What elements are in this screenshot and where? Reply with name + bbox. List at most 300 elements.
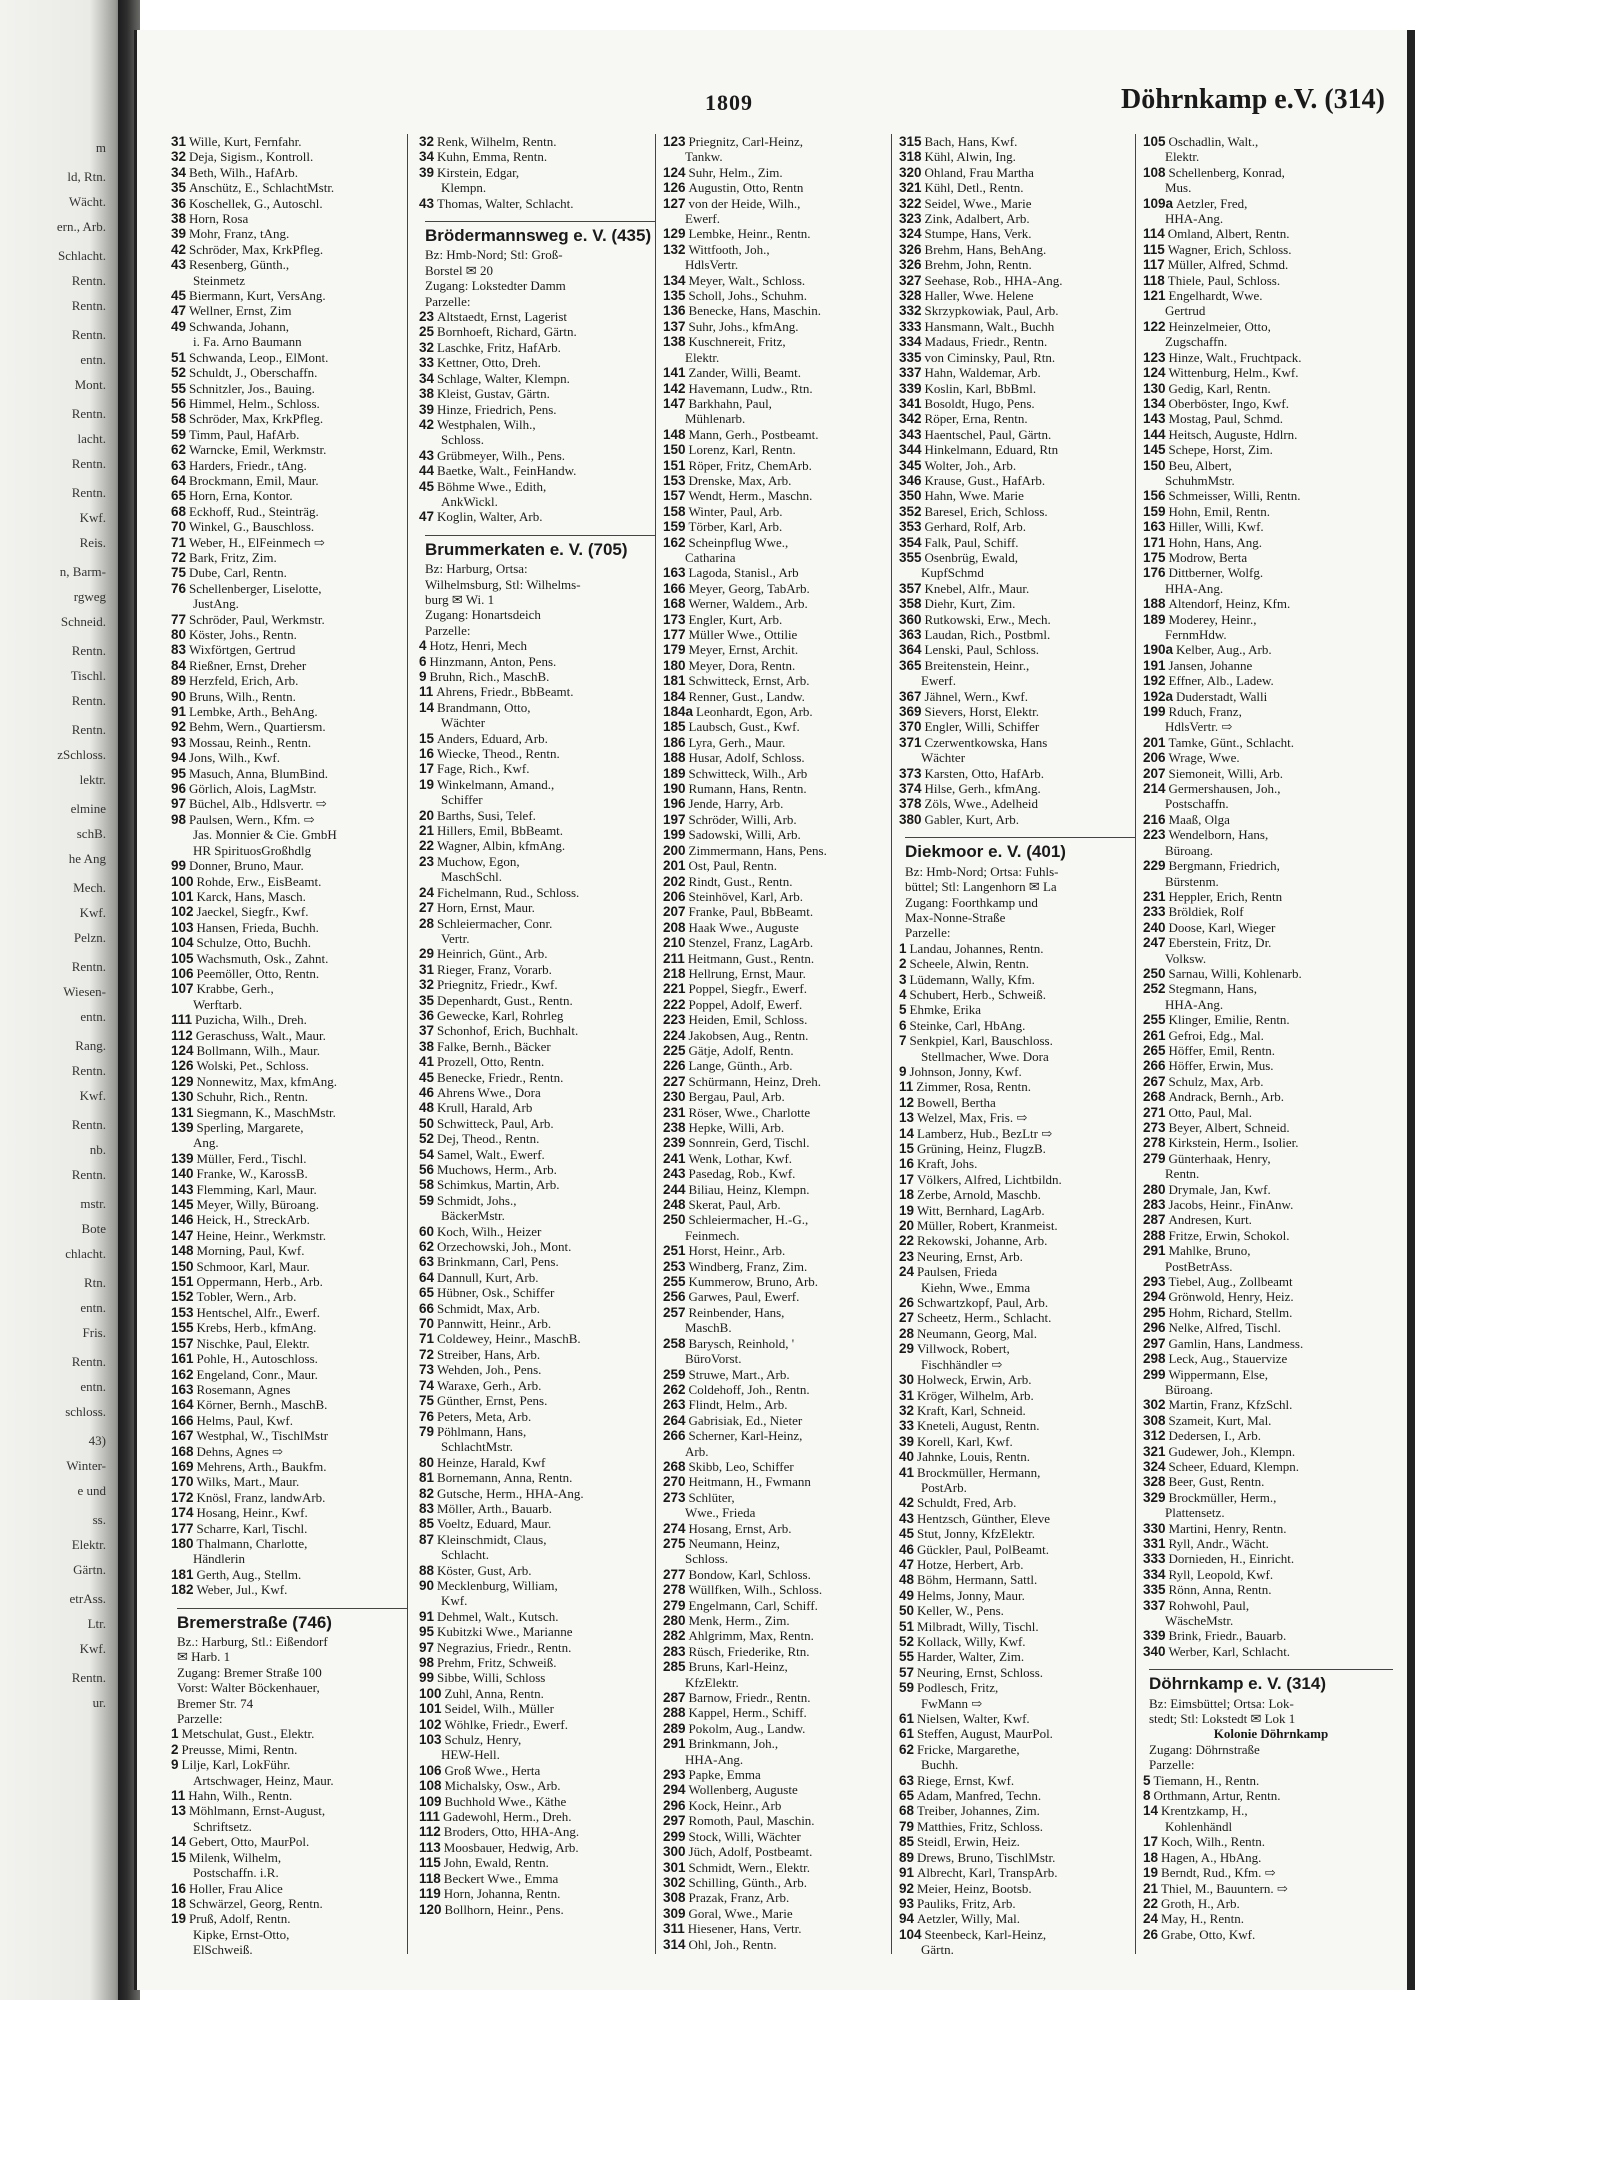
tenant-name: Milbradt, Willy, Tischl. bbox=[917, 1618, 1039, 1634]
plot-number: 93 bbox=[899, 1895, 915, 1911]
tenant-name: Hahn, Wwe. Marie bbox=[924, 488, 1024, 504]
tenant-name: Günther, Ernst, Pens. bbox=[437, 1393, 548, 1409]
tenant-name: Dehns, Agnes ⇨ bbox=[196, 1443, 283, 1459]
tenant-name: Jakobsen, Aug., Rentn. bbox=[688, 1027, 809, 1043]
tenant-name: Schuldt, J., Oberschaffn. bbox=[189, 365, 318, 381]
plot-entry bbox=[663, 1521, 891, 1536]
plot-number: 257 bbox=[663, 1304, 686, 1320]
plot-number: 333 bbox=[1143, 1551, 1166, 1567]
plot-entry bbox=[663, 796, 891, 811]
tenant-name: Haller, Wwe. Helene bbox=[924, 288, 1034, 304]
plot-entry bbox=[171, 1197, 407, 1212]
plot-entry bbox=[899, 1773, 1135, 1788]
entry-continuation: Jas. Monnier & Cie. GmbH bbox=[193, 827, 337, 843]
plot-entry bbox=[171, 504, 407, 519]
plot-number: 294 bbox=[1143, 1289, 1166, 1305]
plot-number: 71 bbox=[171, 534, 187, 550]
plot-entry bbox=[663, 519, 891, 534]
tenant-name: Zimmer, Rosa, Rentn. bbox=[916, 1079, 1031, 1095]
plot-number: 255 bbox=[1143, 1012, 1166, 1028]
plot-entry bbox=[663, 827, 891, 842]
plot-number: 265 bbox=[1143, 1042, 1166, 1058]
plot-number: 197 bbox=[663, 811, 686, 827]
tenant-name: Kühl, Alwin, Ing. bbox=[924, 149, 1016, 165]
tenant-name: Hahn, Wilh., Rentn. bbox=[188, 1788, 293, 1804]
tenant-name: Kuhn, Emma, Rentn. bbox=[437, 149, 548, 165]
entry-continuation: SchlachtMstr. bbox=[441, 1439, 513, 1455]
plot-entry bbox=[1143, 1850, 1393, 1865]
tenant-name: Siemoneit, Willi, Arb. bbox=[1168, 765, 1283, 781]
plot-number: 37 bbox=[419, 1023, 435, 1039]
plot-number: 350 bbox=[899, 488, 922, 504]
plot-number: 353 bbox=[899, 519, 922, 535]
plot-number: 200 bbox=[663, 842, 686, 858]
plot-entry bbox=[899, 581, 1135, 596]
tenant-name: Milenk, Wilhelm, bbox=[189, 1849, 282, 1865]
tenant-name: Mohr, Franz, tAng. bbox=[189, 226, 290, 242]
previous-page-fragment: Wiesen- bbox=[63, 984, 106, 999]
plot-entry bbox=[1143, 673, 1393, 688]
previous-page-fragment: entn. bbox=[80, 1379, 106, 1394]
plot-number: 363 bbox=[899, 627, 922, 642]
plot-number: 18 bbox=[1143, 1849, 1159, 1865]
plot-number: 60 bbox=[419, 1223, 435, 1239]
plot-entry bbox=[171, 1834, 407, 1849]
plot-number: 155 bbox=[171, 1320, 194, 1336]
tenant-name: Romoth, Paul, Maschin. bbox=[688, 1813, 815, 1829]
previous-page-fragment: lektr. bbox=[79, 772, 106, 787]
tenant-name: Resenberg, Günth., bbox=[189, 257, 290, 273]
plot-number: 255 bbox=[663, 1274, 686, 1290]
tenant-name: Jähnel, Wern., Kwf. bbox=[924, 688, 1028, 704]
tenant-name: Muchows, Herm., Arb. bbox=[437, 1162, 557, 1177]
tenant-name: Kelber, Aug., Arb. bbox=[1176, 642, 1272, 658]
tenant-name: Mehrens, Arth., Baukfm. bbox=[196, 1458, 327, 1474]
plot-entry bbox=[171, 889, 407, 904]
tenant-name: Rieger, Franz, Vorarb. bbox=[437, 961, 552, 977]
plot-number: 184a bbox=[663, 704, 694, 720]
tenant-name: Priegnitz, Friedr., Kwf. bbox=[437, 977, 558, 993]
tenant-name: Lenski, Paul, Schloss. bbox=[924, 642, 1040, 658]
plot-number: 159 bbox=[663, 519, 686, 535]
plot-entry bbox=[899, 1002, 1135, 1017]
plot-entry bbox=[171, 858, 407, 873]
tenant-name: Bowell, Bertha bbox=[917, 1094, 996, 1110]
tenant-name: Gudewer, Joh., Klempn. bbox=[1168, 1443, 1296, 1459]
entry-continuation: Wwe., Frieda bbox=[685, 1505, 756, 1521]
tenant-name: Knebel, Alfr., Maur. bbox=[924, 580, 1030, 596]
plot-entry bbox=[1143, 550, 1393, 565]
plot-entry bbox=[899, 796, 1135, 811]
plot-number: 7 bbox=[899, 1033, 907, 1049]
plot-number: 21 bbox=[1143, 1880, 1159, 1896]
plot-entry bbox=[899, 196, 1135, 211]
tenant-name: Hiesener, Hans, Vertr. bbox=[687, 1921, 802, 1937]
tenant-name: Hahn, Waldemar, Arb. bbox=[924, 365, 1041, 381]
plot-entry bbox=[171, 1212, 407, 1227]
section-heading: Brödermannsweg e. V. (435) bbox=[425, 221, 655, 243]
plot-entry bbox=[899, 334, 1135, 349]
plot-number: 108 bbox=[419, 1778, 442, 1794]
plot-number: 14 bbox=[171, 1834, 187, 1850]
plot-entry bbox=[663, 1890, 891, 1905]
plot-entry bbox=[1143, 1428, 1393, 1443]
plot-entry bbox=[1143, 1105, 1393, 1120]
plot-number: 32 bbox=[899, 1402, 915, 1418]
plot-number: 211 bbox=[663, 950, 685, 966]
plot-number: 357 bbox=[899, 580, 922, 596]
plot-entry bbox=[663, 1212, 891, 1227]
tenant-name: Zerbe, Arnold, Maschb. bbox=[917, 1187, 1041, 1203]
plot-entry bbox=[171, 735, 407, 750]
plot-entry bbox=[899, 1372, 1135, 1387]
plot-entry bbox=[663, 750, 891, 765]
plot-entry bbox=[1143, 904, 1393, 919]
tenant-name: Schnitzler, Jos., Bauing. bbox=[189, 380, 315, 396]
plot-entry bbox=[663, 303, 891, 318]
tenant-name: Nischke, Paul, Elektr. bbox=[196, 1335, 310, 1351]
plot-entry bbox=[899, 488, 1135, 503]
plot-entry bbox=[171, 1105, 407, 1120]
tenant-name: Diehr, Kurt, Zim. bbox=[924, 596, 1016, 612]
plot-entry bbox=[419, 1670, 655, 1685]
entry-continuation: PostBetrAss. bbox=[1165, 1258, 1233, 1274]
plot-entry bbox=[419, 1640, 655, 1655]
plot-number: 73 bbox=[419, 1362, 435, 1378]
plot-entry bbox=[899, 658, 1135, 673]
plot-entry bbox=[419, 1331, 655, 1346]
plot-number: 210 bbox=[663, 935, 686, 951]
plot-number: 185 bbox=[663, 719, 686, 735]
tenant-name: Prehm, Fritz, Schweiß. bbox=[437, 1655, 557, 1670]
plot-entry bbox=[419, 1794, 655, 1809]
plot-number: 135 bbox=[663, 288, 686, 304]
plot-number: 17 bbox=[899, 1171, 915, 1187]
plot-entry bbox=[1143, 1197, 1393, 1212]
plot-entry bbox=[899, 1310, 1135, 1325]
plot-entry bbox=[663, 1012, 891, 1027]
plot-entry bbox=[419, 1886, 655, 1901]
tenant-name: Dube, Carl, Rentn. bbox=[189, 565, 287, 581]
plot-number: 62 bbox=[419, 1239, 435, 1255]
plot-entry bbox=[1143, 1567, 1393, 1582]
entry-continuation: Stellmacher, Wwe. Dora bbox=[921, 1048, 1049, 1064]
plot-number: 315 bbox=[899, 134, 922, 149]
plot-entry bbox=[419, 993, 655, 1008]
plot-entry bbox=[1143, 134, 1393, 149]
plot-entry bbox=[419, 1778, 655, 1793]
previous-page-fragment: Pelzn. bbox=[73, 930, 106, 945]
plot-number: 208 bbox=[663, 919, 686, 935]
plot-entry bbox=[419, 1501, 655, 1516]
plot-number: 27 bbox=[899, 1310, 915, 1326]
plot-number: 323 bbox=[899, 211, 922, 227]
tenant-name: Prazak, Franz, Arb. bbox=[688, 1890, 790, 1906]
plot-entry bbox=[663, 1474, 891, 1489]
plot-number: 19 bbox=[1143, 1865, 1159, 1881]
plot-entry bbox=[1143, 1182, 1393, 1197]
previous-page-fragment: Elektr. bbox=[71, 1537, 106, 1552]
plot-entry bbox=[899, 642, 1135, 657]
section-info-line: ✉ Harb. 1 bbox=[177, 1649, 231, 1665]
tenant-name: Andrack, Bernh., Arb. bbox=[1168, 1089, 1285, 1105]
tenant-name: Köster, Gust, Arb. bbox=[437, 1562, 532, 1578]
plot-number: 48 bbox=[419, 1100, 435, 1116]
plot-number: 148 bbox=[663, 426, 686, 442]
plot-number: 27 bbox=[419, 900, 435, 916]
plot-number: 256 bbox=[663, 1289, 686, 1305]
plot-number: 150 bbox=[171, 1258, 194, 1274]
plot-number: 167 bbox=[171, 1428, 194, 1444]
plot-number: 369 bbox=[899, 704, 922, 720]
plot-entry bbox=[419, 1239, 655, 1254]
plot-number: 283 bbox=[663, 1643, 686, 1659]
tenant-name: Wrage, Wwe. bbox=[1168, 750, 1240, 766]
plot-entry bbox=[663, 581, 891, 596]
section-info-line: Zugang: Bremer Straße 100 bbox=[177, 1664, 322, 1680]
plot-entry bbox=[419, 1455, 655, 1470]
plot-number: 282 bbox=[663, 1628, 686, 1644]
tenant-name: Günterhaak, Henry, bbox=[1168, 1150, 1271, 1166]
tenant-name: Heinze, Harald, Kwf bbox=[437, 1454, 546, 1470]
tenant-name: Villwock, Robert, bbox=[917, 1341, 1010, 1357]
tenant-name: Beer, Gust, Rentn. bbox=[1168, 1474, 1265, 1490]
plot-number: 188 bbox=[1143, 596, 1166, 612]
plot-entry bbox=[171, 642, 407, 657]
plot-number: 293 bbox=[663, 1767, 686, 1783]
tenant-name: Müller, Ferd., Tischl. bbox=[196, 1150, 307, 1166]
plot-number: 279 bbox=[1143, 1150, 1166, 1166]
plot-number: 91 bbox=[171, 704, 187, 720]
plot-number: 80 bbox=[171, 627, 187, 642]
section-info-line: Parzelle: bbox=[1149, 1757, 1195, 1773]
plot-entry bbox=[899, 226, 1135, 241]
plot-number: 5 bbox=[899, 1002, 907, 1018]
tenant-name: Seehase, Rob., HHA-Ang. bbox=[924, 272, 1063, 288]
plot-number: 266 bbox=[1143, 1058, 1166, 1074]
plot-entry bbox=[899, 1156, 1135, 1171]
tenant-name: Brockmüller, Herm., bbox=[1168, 1489, 1277, 1505]
plot-entry bbox=[419, 1424, 655, 1439]
plot-number: 180 bbox=[663, 657, 686, 673]
plot-number: 90 bbox=[171, 688, 187, 704]
plot-number: 32 bbox=[419, 134, 435, 149]
plot-number: 43 bbox=[171, 257, 187, 273]
plot-entry bbox=[663, 134, 891, 149]
plot-entry bbox=[663, 1628, 891, 1643]
plot-number: 24 bbox=[419, 884, 435, 900]
plot-number: 6 bbox=[419, 653, 427, 669]
plot-number: 26 bbox=[899, 1295, 915, 1311]
plot-number: 192 bbox=[1143, 673, 1166, 689]
previous-page-fragment: schB. bbox=[76, 826, 106, 841]
plot-entry bbox=[663, 1120, 891, 1135]
tenant-name: Groß Wwe., Herta bbox=[444, 1762, 541, 1778]
plot-entry bbox=[419, 165, 655, 180]
tenant-name: Hentschel, Alfr., Ewerf. bbox=[196, 1304, 320, 1320]
tenant-name: Effner, Alb., Ladew. bbox=[1168, 673, 1274, 689]
tenant-name: Hellrung, Ernst, Maur. bbox=[688, 965, 806, 981]
plot-entry bbox=[899, 257, 1135, 272]
tenant-name: Wenk, Lothar, Kwf. bbox=[688, 1150, 793, 1166]
plot-number: 81 bbox=[419, 1470, 435, 1486]
tenant-name: Riege, Ernst, Kwf. bbox=[917, 1772, 1015, 1788]
tenant-name: Schwitteck, Paul, Arb. bbox=[437, 1115, 554, 1131]
entry-continuation: HdlsVertr. ⇨ bbox=[1165, 719, 1233, 735]
plot-entry bbox=[1143, 827, 1393, 842]
plot-entry bbox=[419, 324, 655, 339]
tenant-name: Gamlin, Hans, Landmess. bbox=[1168, 1335, 1304, 1351]
tenant-name: Drymale, Jan, Kwf. bbox=[1168, 1181, 1271, 1197]
tenant-name: Wittenburg, Helm., Kwf. bbox=[1168, 365, 1299, 381]
tenant-name: Mann, Gerh., Postbeamt. bbox=[688, 426, 819, 442]
tenant-name: Witt, Bernhard, LagArb. bbox=[917, 1202, 1045, 1218]
plot-entry bbox=[663, 1105, 891, 1120]
plot-number: 103 bbox=[171, 919, 194, 935]
plot-entry bbox=[663, 1428, 891, 1443]
plot-entry bbox=[171, 1120, 407, 1135]
entry-continuation: Mühlenarb. bbox=[685, 411, 746, 427]
plot-number: 339 bbox=[1143, 1628, 1166, 1644]
plot-entry bbox=[899, 1819, 1135, 1834]
tenant-name: Schubert, Herb., Schweiß. bbox=[909, 986, 1046, 1002]
plot-entry bbox=[663, 858, 891, 873]
plot-number: 5 bbox=[1143, 1772, 1151, 1788]
plot-entry bbox=[171, 812, 407, 827]
plot-entry bbox=[899, 1249, 1135, 1264]
plot-entry bbox=[663, 642, 891, 657]
entry-continuation: Fischhändler ⇨ bbox=[921, 1356, 1003, 1372]
previous-page-fragment: entn. bbox=[80, 1009, 106, 1024]
plot-number: 106 bbox=[171, 965, 194, 981]
tenant-name: Heitmann, Gust., Rentn. bbox=[687, 950, 815, 966]
plot-number: 380 bbox=[899, 811, 922, 827]
tenant-name: Dedersen, I., Arb. bbox=[1168, 1428, 1261, 1444]
previous-page-fragment: Mont. bbox=[74, 377, 106, 392]
tenant-name: von Ciminsky, Paul, Rtn. bbox=[924, 349, 1056, 365]
tenant-name: Harder, Walter, Zim. bbox=[917, 1649, 1025, 1665]
plot-number: 231 bbox=[663, 1104, 686, 1120]
tenant-name: Schilling, Günth., Arb. bbox=[688, 1874, 807, 1890]
plot-entry bbox=[899, 1388, 1135, 1403]
plot-number: 43 bbox=[419, 195, 435, 211]
plot-entry bbox=[663, 889, 891, 904]
tenant-name: Pannwitt, Heinr., Arb. bbox=[437, 1316, 552, 1332]
previous-page-fragment: Kwf. bbox=[79, 1641, 106, 1656]
plot-number: 177 bbox=[663, 627, 686, 642]
tenant-name: Helms, Jonny, Maur. bbox=[917, 1587, 1025, 1603]
tenant-name: Wollenberg, Auguste bbox=[688, 1782, 798, 1798]
plot-entry bbox=[663, 658, 891, 673]
tenant-name: Müller Wwe., Ottilie bbox=[688, 627, 798, 642]
plot-entry bbox=[419, 1717, 655, 1732]
plot-entry bbox=[663, 1089, 891, 1104]
previous-page bbox=[0, 0, 128, 2000]
previous-page-fragment: Rentn. bbox=[71, 1063, 106, 1078]
tenant-name: Krentzkamp, H., bbox=[1161, 1803, 1248, 1819]
tenant-name: Gefroi, Edg., Mal. bbox=[1168, 1027, 1264, 1043]
tenant-name: Kneteli, August, Rentn. bbox=[917, 1418, 1040, 1434]
plot-entry bbox=[419, 149, 655, 164]
plot-number: 107 bbox=[171, 981, 194, 997]
plot-entry bbox=[663, 1798, 891, 1813]
plot-number: 44 bbox=[419, 463, 435, 479]
plot-number: 143 bbox=[1143, 411, 1166, 427]
plot-number: 370 bbox=[899, 719, 922, 735]
tenant-name: Heinrich, Günt., Arb. bbox=[437, 946, 548, 962]
plot-number: 275 bbox=[663, 1535, 686, 1551]
entry-continuation: KupfSchmd bbox=[921, 565, 984, 581]
tenant-name: Pöhlmann, Hans, bbox=[437, 1423, 527, 1439]
tenant-name: Depenhardt, Gust., Rentn. bbox=[437, 992, 573, 1008]
tenant-name: Hinzmann, Anton, Pens. bbox=[429, 653, 557, 669]
plot-entry bbox=[1143, 935, 1393, 950]
plot-entry bbox=[171, 1259, 407, 1274]
plot-number: 206 bbox=[663, 888, 686, 904]
plot-number: 156 bbox=[1143, 488, 1166, 504]
plot-number: 115 bbox=[1143, 241, 1165, 257]
plot-entry bbox=[899, 1033, 1135, 1048]
tenant-name: Gabler, Kurt, Arb. bbox=[924, 811, 1019, 827]
plot-entry bbox=[1143, 458, 1393, 473]
colony-name: Kolonie Döhrnkamp bbox=[1213, 1726, 1329, 1742]
tenant-name: Nielsen, Walter, Kwf. bbox=[917, 1711, 1030, 1727]
plot-entry bbox=[171, 1382, 407, 1397]
tenant-name: Landau, Johannes, Rentn. bbox=[909, 940, 1044, 956]
plot-number: 206 bbox=[1143, 750, 1166, 766]
plot-number: 321 bbox=[899, 180, 922, 196]
tenant-name: Adam, Manfred, Techn. bbox=[917, 1788, 1042, 1804]
plot-entry bbox=[419, 1902, 655, 1917]
plot-entry bbox=[1143, 273, 1393, 288]
plot-entry bbox=[419, 700, 655, 715]
plot-entry bbox=[419, 1686, 655, 1701]
plot-entry bbox=[171, 381, 407, 396]
plot-number: 9 bbox=[419, 669, 427, 684]
plot-entry bbox=[663, 1028, 891, 1043]
plot-number: 14 bbox=[1143, 1803, 1159, 1819]
plot-number: 202 bbox=[663, 873, 686, 889]
entry-continuation: Gertrud bbox=[1165, 303, 1206, 319]
plot-entry bbox=[171, 1305, 407, 1320]
tenant-name: Kettner, Otto, Dreh. bbox=[437, 355, 541, 371]
plot-number: 38 bbox=[419, 386, 435, 402]
previous-page-fragment: Rentn. bbox=[71, 693, 106, 708]
plot-number: 63 bbox=[171, 457, 187, 473]
tenant-name: Modrow, Berta bbox=[1168, 549, 1248, 565]
plot-number: 233 bbox=[1143, 904, 1166, 920]
tenant-name: Dej, Theod., Rentn. bbox=[437, 1131, 540, 1147]
plot-number: 63 bbox=[899, 1772, 915, 1788]
plot-number: 162 bbox=[663, 534, 686, 550]
plot-entry bbox=[899, 1449, 1135, 1464]
tenant-name: Hinkelmann, Eduard, Rtn bbox=[924, 442, 1059, 458]
plot-entry bbox=[899, 719, 1135, 734]
plot-entry bbox=[663, 1336, 891, 1351]
plot-entry bbox=[663, 1289, 891, 1304]
plot-entry bbox=[171, 966, 407, 981]
plot-entry bbox=[899, 1542, 1135, 1557]
plot-number: 279 bbox=[663, 1597, 686, 1613]
tenant-name: Treiber, Johannes, Zim. bbox=[917, 1803, 1040, 1819]
plot-number: 3 bbox=[899, 971, 907, 987]
plot-number: 13 bbox=[899, 1110, 915, 1126]
previous-page-fragment: mstr. bbox=[80, 1196, 106, 1211]
tenant-name: Schröder, Max, KrkPfleg. bbox=[189, 241, 324, 257]
tenant-name: Kühl, Detl., Rentn. bbox=[924, 180, 1024, 196]
plot-number: 186 bbox=[663, 734, 686, 750]
tenant-name: Holweck, Erwin, Arb. bbox=[917, 1372, 1032, 1388]
